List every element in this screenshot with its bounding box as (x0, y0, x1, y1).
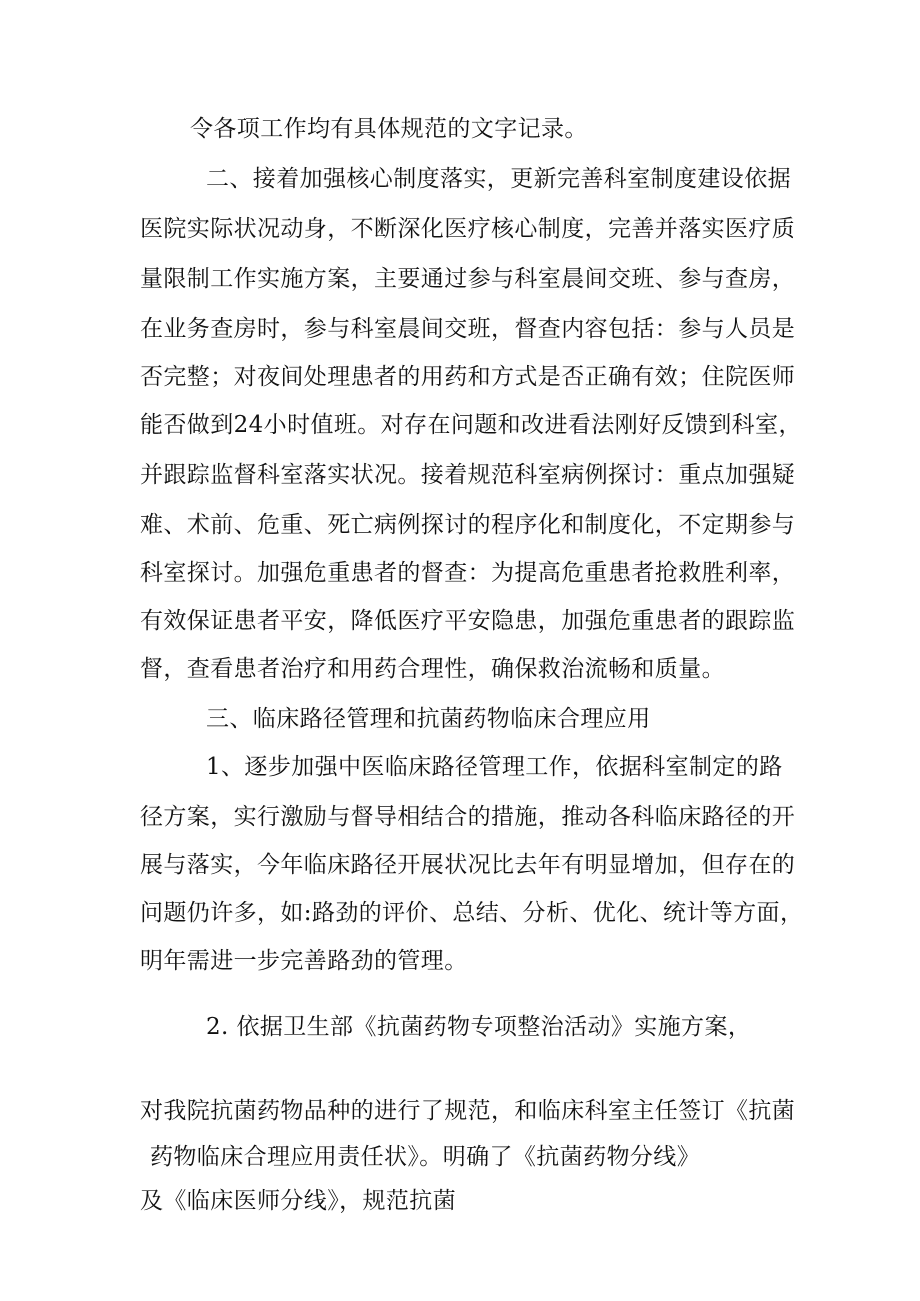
text-line-1: 令各项工作均有具体规范的文字记录。 (190, 116, 588, 142)
text-line-21: 药物临床合理应用责任状》。明确了《抗菌药物分线》 (150, 1144, 701, 1170)
text-line-20: 对我院抗菌药物品种的进行了规范，和临床科室主任签订《抗菌 (140, 1098, 796, 1124)
text-line-12: 督，查看患者治疗和用药合理性，确保救治流畅和质量。 (140, 656, 725, 682)
text-line-19: 2. 依据卫生部《抗菌药物专项整治活动》实施方案， (206, 1014, 752, 1040)
text-line-3: 医院实际状况动身，不断深化医疗核心制度，完善并落实医疗质 (140, 216, 796, 242)
text-line-11: 有效保证患者平安，降低医疗平安隐患，加强危重患者的跟踪监 (140, 608, 796, 634)
text-line-10: 科室探讨。加强危重患者的督查：为提高危重患者抢救胜利率， (140, 560, 796, 586)
text-line-4: 量限制工作实施方案，主要通过参与科室晨间交班、参与查房， (140, 266, 796, 292)
text-line-16: 展与落实，今年临床路径开展状况比去年有明显增加，但存在的 (140, 852, 796, 878)
section-heading-3: 三、临床路径管理和抗菌药物临床合理应用 (206, 706, 651, 732)
text-line-8: 并跟踪监督科室落实状况。接着规范科室病例探讨：重点加强疑 (140, 462, 796, 488)
text-line-2: 二、接着加强核心制度落实，更新完善科室制度建设依据 (206, 166, 791, 192)
text-line-14: 1、逐步加强中医临床路径管理工作，依据科室制定的路 (206, 754, 783, 780)
text-line-22: 及《临床医师分线》，规范抗菌 (140, 1188, 457, 1214)
text-line-9: 难、术前、危重、死亡病例探讨的程序化和制度化，不定期参与 (140, 512, 796, 538)
text-line-6: 否完整；对夜间处理患者的用药和方式是否正确有效；住院医师 (140, 364, 796, 390)
text-line-7: 能否做到24小时值班。对存在问题和改进看法刚好反馈到科室， (140, 412, 802, 438)
text-line-15: 径方案，实行激励与督导相结合的措施，推动各科临床路径的开 (140, 804, 796, 830)
text-line-18: 明年需进一步完善路劲的管理。 (140, 948, 468, 974)
text-line-5: 在业务查房时，参与科室晨间交班，督查内容包括：参与人员是 (140, 316, 796, 342)
text-line-17: 问题仍许多，如:路劲的评价、总结、分析、优化、统计等方面， (140, 900, 804, 926)
